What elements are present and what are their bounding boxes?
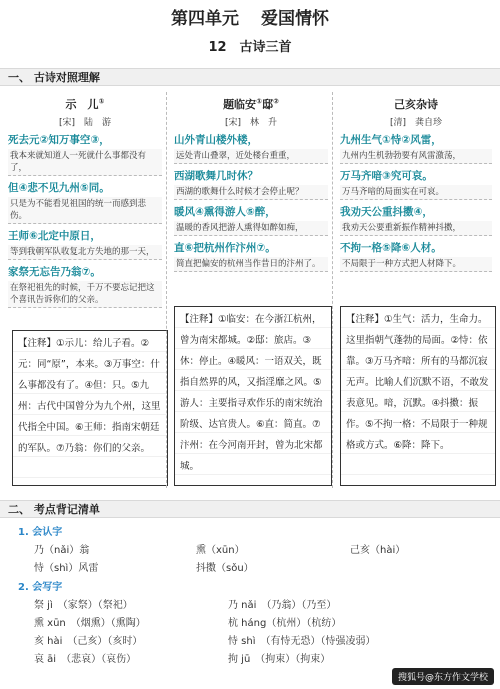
poem-translation: 温暖的香风把游人熏得如醉如痴， xyxy=(174,221,328,236)
poem-line: 死去元②知万事空③， xyxy=(8,134,110,146)
notes-box-1: 【注释】①示儿：给儿子看。②元：同“原”，本来。③万事空：什么事都没有了。④但：只。⑤九州：古代中国曾分为九个州，这里代指全中国。⑥王师：指南宋朝廷的军队。⑦乃翁：你们的父亲。 xyxy=(12,330,168,486)
poem-line: 不拘一格⑤降⑥人材。 xyxy=(340,242,442,254)
poem-line: 西湖歌舞几时休？ xyxy=(174,170,258,182)
recognize-item: 熏（xūn） xyxy=(196,545,245,556)
poem-title: 题临安①邸② xyxy=(223,97,279,111)
write-item: 拘 jū （拘束）（拘束） xyxy=(228,654,331,665)
poem-line: 王师⑥北定中原日， xyxy=(8,230,101,242)
poem-line: 家祭无忘告乃翁⑦。 xyxy=(8,266,101,278)
poem-author: [宋] 陆 游 xyxy=(58,118,112,128)
poem-author: [清] 龚自珍 xyxy=(389,118,443,128)
notes-box-3: 【注释】①生气：活力，生命力。这里指朝气蓬勃的局面。②恃：依靠。③万马齐喑：所有的马都沉寂无声。比喻人们沉默不语，不敢发表意见。喑，沉默。④抖擞：振作。⑤不拘一格：不局限于一种规格或方式。⑥降：降下。 xyxy=(340,306,496,486)
poem-column-3 xyxy=(340,96,492,272)
poem-line: 万马齐喑③究可哀。 xyxy=(340,170,433,182)
poem-translation: 我本来就知道人一死就什么事都没有了， xyxy=(8,149,162,176)
notes-box-2: 【注释】①临安：在今浙江杭州，曾为南宋都城。②邸：旅店。③休：停止。④暖风：一语双关，既指自然界的风，又指淫靡之风。⑤游人：主要指寻欢作乐的南宋统治阶级、达官贵人。⑥直：简直。⑦汴州：在今河南开封，曾为北宋都城。 xyxy=(174,306,332,486)
poem-column-2 xyxy=(174,96,328,272)
watermark: 搜狐号@东方作文学校 xyxy=(392,668,494,685)
write-item: 亥 hài （己亥）（亥时） xyxy=(34,636,143,647)
poem-translation: 我劝天公要重新振作精神抖擞， xyxy=(340,221,492,236)
poem-line: 我劝天公重抖擞④， xyxy=(340,206,433,218)
poem-line: 但④悲不见九州⑤同。 xyxy=(8,182,110,194)
unit-label: 第四单元 xyxy=(171,9,240,29)
poem-translation: 只是为不能看见祖国的统一而感到悲伤。 xyxy=(8,197,162,224)
recognize-item: 恃（shì）风雷 xyxy=(34,563,99,574)
poem-translation: 九州内生机勃勃要有风雷激荡， xyxy=(340,149,492,164)
write-label: 2. 会写字 xyxy=(18,582,63,593)
recognize-label: 1. 会认字 xyxy=(18,527,63,538)
poem-line: 山外青山楼外楼， xyxy=(174,134,258,146)
write-item: 乃 nǎi （乃翁）（乃至） xyxy=(228,600,337,611)
write-item: 杭 háng（杭州）（杭纺） xyxy=(228,618,342,629)
write-item: 祭 jì （家祭）（祭祀） xyxy=(34,600,133,611)
write-item: 哀 āi （悲哀）（哀伤） xyxy=(34,654,137,665)
poem-title: 示 儿① xyxy=(65,97,105,111)
poem-translation: 不局限于一种方式把人材降下。 xyxy=(340,257,492,272)
column-divider xyxy=(332,92,333,488)
section-header-checklist: 二、 考点背记清单 xyxy=(0,500,500,518)
poem-translation: 在祭祀祖先的时候，千万不要忘记把这个喜讯告诉你们的父亲。 xyxy=(8,281,162,308)
poem-author: [宋] 林 升 xyxy=(224,118,278,128)
recognize-item: 己亥（hài） xyxy=(350,545,406,556)
poem-translation: 万马齐喑的局面实在可哀。 xyxy=(340,185,492,200)
page-title xyxy=(0,4,500,29)
unit-theme: 爱国情怀 xyxy=(260,9,329,29)
section-header-comparison: 一、 古诗对照理解 xyxy=(0,68,500,86)
recognize-item: 乃（nǎi）翁 xyxy=(34,545,90,556)
poem-translation: 简直把偏安的杭州当作昔日的汴州了。 xyxy=(174,257,328,272)
column-divider xyxy=(166,92,167,488)
poem-line: 暖风④熏得游人⑤醉， xyxy=(174,206,276,218)
poem-translation: 西湖的歌舞什么时候才会停止呢？ xyxy=(174,185,328,200)
poem-line: 直⑥把杭州作汴州⑦。 xyxy=(174,242,276,254)
recognize-item: 抖擞（sǒu） xyxy=(196,563,254,574)
poem-translation: 远处青山叠翠，近处楼台重重， xyxy=(174,149,328,164)
lesson-title: 12 古诗三首 xyxy=(208,40,292,55)
poem-column-1 xyxy=(8,96,162,308)
poem-title: 己亥杂诗 xyxy=(394,98,438,111)
poem-translation: 等到我朝军队收复北方失地的那一天， xyxy=(8,245,162,260)
write-item: 恃 shì （有恃无恐）（恃强凌弱） xyxy=(228,636,376,647)
poem-line: 九州生气①恃②风雷， xyxy=(340,134,442,146)
write-item: 熏 xūn （烟熏）（熏陶） xyxy=(34,618,146,629)
